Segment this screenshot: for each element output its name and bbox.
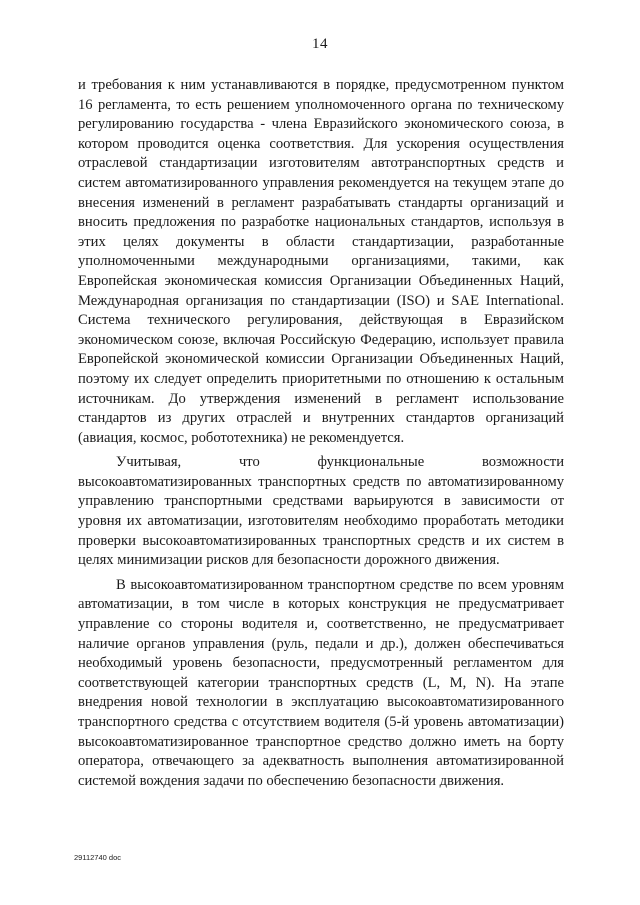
document-body [78,76,564,791]
paragraph-safety-level: В высокоавтоматизированном транспортном средстве по всем уровням автоматизации, в том числе в которых конструкция не предусматривает управление со стороны водителя и, соответственно, не предусматривает наличие органов управления (руль, педали и др.), должен обеспечиваться необходимый уровень безопасности, предусмотренный регламентом для соответствующей категории транспортных средств (L, M, N). На этапе внедрения новой технологии в эксплуатацию высокоавтоматизированного транспортного средства с отсутствием водителя (5-й уровень автоматизации) высокоавтоматизированное транспортное средство должно иметь на борту оператора, отвечающего за адекватность выполнения автоматизированной системой вождения задачи по обеспечению безопасности движения. [78,576,564,789]
paragraph-verification-methods: Учитывая, что функциональные возможности высокоавтоматизированных транспортных средств по автоматизированному управлению транспортными средствами варьируются в зависимости от уровня их автоматизации, изготовителям необходимо проработать методики проверки высокоавтоматизированных транспортных средств и их систем в целях минимизации рисков для безопасности дорожного движения. [78,454,564,569]
paragraph-standardization: и требования к ним устанавливаются в порядке, предусмотренном пунктом 16 регламента, то есть решением уполномоченного органа по техническому регулированию государства - члена Евразийского экономического союза, в котором проводится оценка соответствия. Для ускорения осуществления отраслевой стандартизации изготовителям автотранспортных средств и систем автоматизированного управления рекомендуется на текущем этапе до внесения изменений в регламент разрабатывать стандарты организаций и вносить предложения по разработке национальных стандартов, используя в этих целях документы в области стандартизации, разработанные уполномоченными международными организациями, такими, как Европейская экономическая комиссия Организации Объединенных Наций, Международная организация по стандартизации (ISO) и SAE International. Система технического регулирования, действующая в Евразийском экономическом союзе, включая Российскую Федерацию, использует правила Европейской экономической комиссии Организации Объединенных Наций, поэтому их следует определить приоритетными по отношению к остальным источникам. До утверждения изменений в регламент использование стандартов из других отраслей и внутренних стандартов организаций (авиация, космос, робототехника) не рекомендуется. [78,77,564,446]
document-file-name: 29112740 doc [74,853,121,862]
page-number: 14 [312,36,328,52]
